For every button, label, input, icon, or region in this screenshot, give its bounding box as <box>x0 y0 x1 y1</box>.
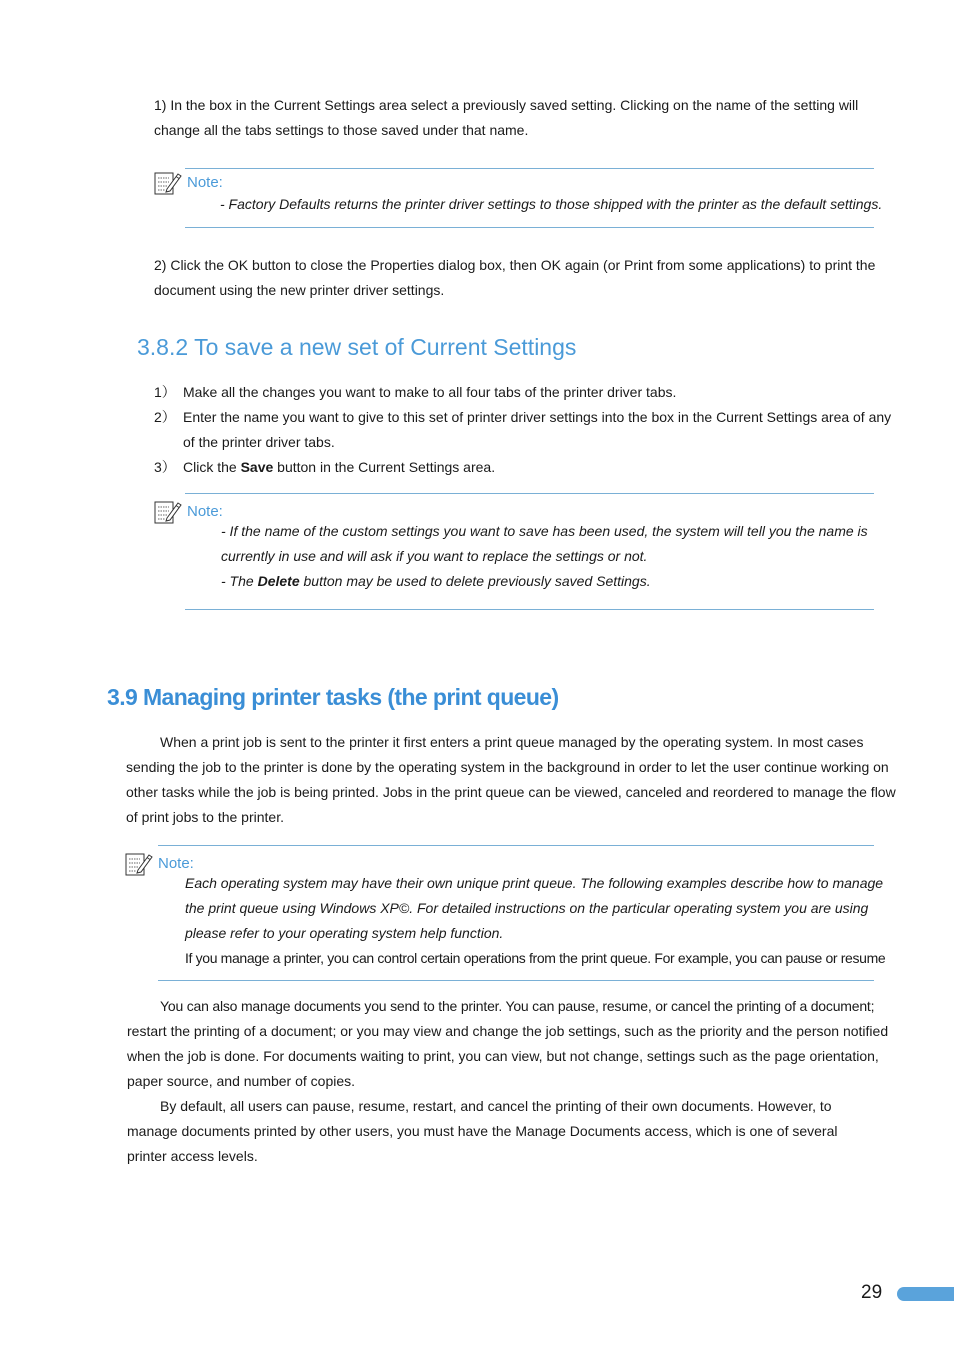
note-bottom-rule <box>158 980 874 981</box>
section-heading-3-8-2: 3.8.2 To save a new set of Current Settings <box>137 334 577 360</box>
note-label: Note: <box>187 174 223 191</box>
note-pencil-icon <box>154 499 182 525</box>
paragraph-line: change all the tabs settings to those saved under that name. <box>154 122 529 138</box>
paragraph-line: sending the job to the printer is done by the operating system in the background in order to let the user continue working on <box>126 759 889 775</box>
note-text: - If the name of the custom settings you want to save has been used, the system will tell you the name is <box>221 523 868 539</box>
list-item-text: Make all the changes you want to make to all four tabs of the printer driver tabs. <box>183 384 677 400</box>
paragraph-line: manage documents printed by other users, you must have the Manage Documents access, which is one of several <box>127 1123 838 1139</box>
note-pencil-icon <box>154 170 182 196</box>
note-text: - Factory Defaults returns the printer driver settings to those shipped with the printer as the default settings. <box>220 196 883 212</box>
list-item-text: Enter the name you want to give to this set of printer driver settings into the box in the Current Settings area of any <box>183 409 892 425</box>
note-pencil-icon <box>125 851 153 877</box>
paragraph-line: By default, all users can pause, resume, restart, and cancel the printing of their own documents. However, to <box>160 1098 832 1114</box>
list-number: 1） <box>154 384 176 400</box>
page-accent-bar <box>897 1287 954 1301</box>
list-item-text-continued: of the printer driver tabs. <box>183 434 335 450</box>
bold-term-save: Save <box>240 459 274 475</box>
note-text: please refer to your operating system help function. <box>185 925 504 941</box>
list-number: 3） <box>154 459 176 475</box>
paragraph-line: of print jobs to the printer. <box>126 809 284 825</box>
note-top-rule <box>185 493 874 494</box>
paragraph-line: When a print job is sent to the printer it first enters a print queue managed by the operating system. In most cases <box>160 734 864 750</box>
note-text-part: button may be used to delete previously saved Settings. <box>299 573 651 589</box>
page-number: 29 <box>861 1282 883 1303</box>
note-bottom-rule <box>185 227 874 228</box>
bold-term-delete: Delete <box>257 573 300 589</box>
list-item-text-part: Click the <box>183 459 241 475</box>
list-item-text <box>183 455 495 480</box>
note-label: Note: <box>187 503 223 520</box>
note-text-part: - The <box>221 573 258 589</box>
list-item-text-part: button in the Current Settings area. <box>273 459 496 475</box>
note-label: Note: <box>158 855 194 872</box>
paragraph-line: printer access levels. <box>127 1148 258 1164</box>
paragraph-line: 1) In the box in the Current Settings area select a previously saved setting. Clicking on the name of the setting will <box>154 97 859 113</box>
section-heading-3-9: 3.9 Managing printer tasks (the print queue) <box>107 684 559 710</box>
paragraph-line: restart the printing of a document; or you may view and change the job settings, such as the priority and the person notified <box>127 1023 889 1039</box>
note-text <box>221 569 651 594</box>
note-bottom-rule <box>185 609 874 610</box>
paragraph-line: 2) Click the OK button to close the Properties dialog box, then OK again (or Print from some applications) to print the <box>154 257 876 273</box>
note-top-rule <box>158 845 874 846</box>
note-text: If you manage a printer, you can control certain operations from the print queue. For example, you can pause or resume <box>185 950 886 966</box>
paragraph-line: document using the new printer driver settings. <box>154 282 445 298</box>
paragraph-line: You can also manage documents you send to the printer. You can pause, resume, or cancel the printing of a document; <box>160 998 875 1014</box>
paragraph-line: other tasks while the job is being printed. Jobs in the print queue can be viewed, canceled and reordered to manage the flow <box>126 784 896 800</box>
note-top-rule <box>185 168 874 169</box>
list-number: 2） <box>154 409 176 425</box>
note-text: Each operating system may have their own unique print queue. The following examples describe how to manage <box>185 875 884 891</box>
note-text: currently in use and will ask if you want to replace the settings or not. <box>221 548 648 564</box>
paragraph-line: paper source, and number of copies. <box>127 1073 356 1089</box>
note-text: the print queue using Windows XP©. For detailed instructions on the particular operating system you are using <box>185 900 869 916</box>
paragraph-line: when the job is done. For documents waiting to print, you can view, but not change, settings such as the page orientation, <box>127 1048 879 1064</box>
